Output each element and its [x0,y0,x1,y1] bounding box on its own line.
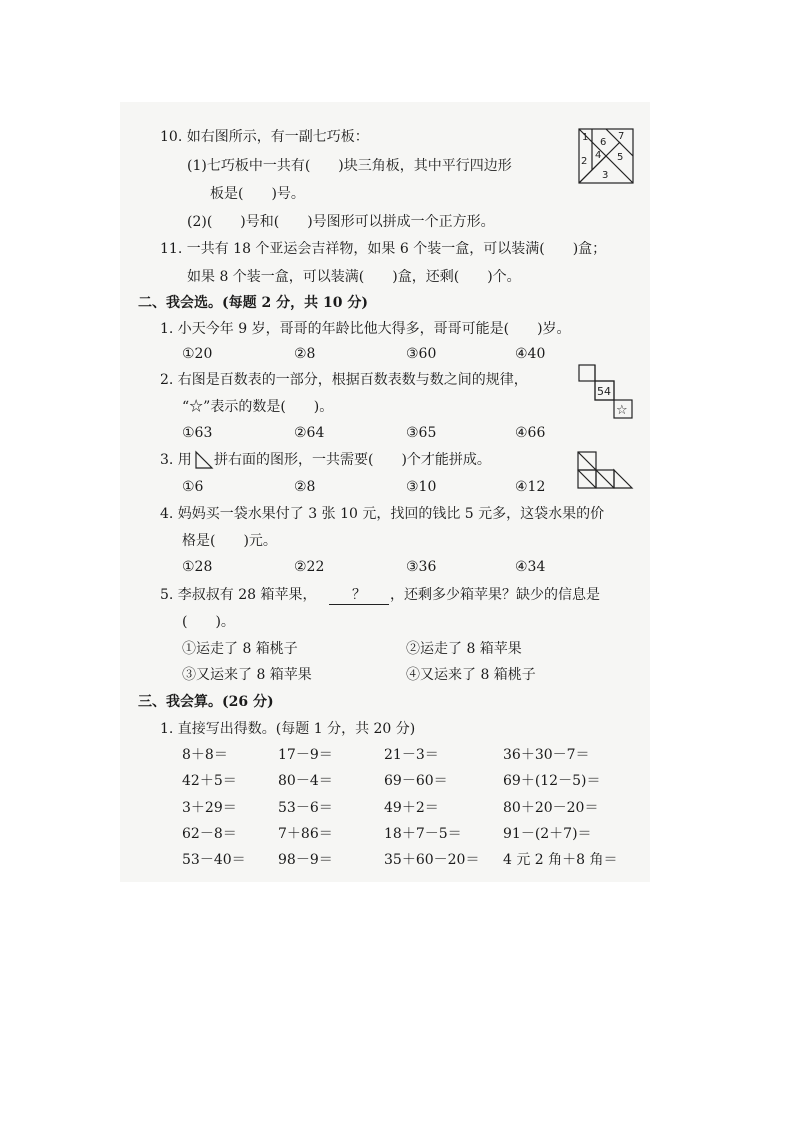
s2-q2-option-4: ④66 [515,425,546,441]
hundred-chart-fragment [576,364,634,422]
s2-q5-blank: ？ [329,586,389,605]
calc-r3-c4: 80＋20－20＝ [503,800,599,816]
calc-r3-c3: 49＋2＝ [384,800,439,816]
s2-q4-option-4: ④34 [515,559,546,575]
calc-r5-c4: 4 元 2 角＋8 角＝ [503,852,618,868]
s2-q3-text-before: 3. 用 [160,452,192,468]
q10-part1-line1: (1)七巧板中一共有( )块三角板，其中平行四边形 [187,158,512,174]
s2-q4-line1: 4. 妈妈买一袋水果付了 3 张 10 元，找回的钱比 5 元多，这袋水果的价 [160,506,605,522]
q11-line1: 11. 一共有 18 个亚运会吉祥物，如果 6 个装一盒，可以装满( )盒； [160,241,607,257]
calc-r2-c4: 69＋(12－5)＝ [503,773,601,789]
calc-r5-c1: 53－40＝ [182,852,246,868]
s2-q3-option-2: ②8 [294,479,316,495]
s2-q5-line1-before: 5. 李叔叔有 28 箱苹果， [160,587,317,603]
section2-heading: 二、我会选。(每题 2 分，共 10 分) [138,295,368,311]
s2-q1-option-3: ③60 [406,346,437,362]
s2-q4-option-1: ①28 [182,559,213,575]
calc-r4-c1: 62－8＝ [182,826,237,842]
tangram-label-6: 6 [600,137,607,148]
q11-line2: 如果 8 个装一盒，可以装满( )盒，还剩( )个。 [187,269,521,285]
triangle-piece-icon [194,450,214,470]
s2-q3-option-4: ④12 [515,479,546,495]
s2-q5-line2: ( )。 [182,614,235,630]
s2-q1-option-1: ①20 [182,346,213,362]
s2-q2-option-1: ①63 [182,425,213,441]
tangram-figure [578,128,634,184]
calc-r4-c2: 7＋86＝ [278,826,333,842]
calc-r4-c3: 18＋7－5＝ [384,826,462,842]
calc-r2-c3: 69－60＝ [384,773,448,789]
calc-r3-c1: 3＋29＝ [182,800,237,816]
s2-q2-line1: 2. 右图是百数表的一部分，根据百数表数与数之间的规律， [160,372,528,388]
section3-heading: 三、我会算。(26 分) [138,694,274,710]
calc-r2-c1: 42＋5＝ [182,773,237,789]
calc-r4-c4: 91－(2＋7)＝ [503,826,592,842]
q10-intro: 10. 如右图所示，有一副七巧板： [160,129,369,145]
s2-q2-line2: “☆”表示的数是( )。 [182,399,334,415]
s2-q4-option-2: ②22 [294,559,325,575]
s3-q1-title: 1. 直接写出得数。(每题 1 分，共 20 分) [160,721,416,737]
calc-r5-c2: 98－9＝ [278,852,333,868]
s2-q1-option-2: ②8 [294,346,316,362]
calc-r1-c2: 17－9＝ [278,747,333,763]
calc-r2-c2: 80－4＝ [278,773,333,789]
s2-q5-option-2: ②运走了 8 箱苹果 [406,641,522,657]
tangram-label-4: 4 [595,150,602,161]
tangram-label-2: 2 [581,156,588,167]
hundred-chart-number: 54 [597,385,611,398]
s2-q2-option-3: ③65 [406,425,437,441]
calc-r1-c1: 8＋8＝ [182,747,228,763]
q10-part2: (2)( )号和( )号图形可以拼成一个正方形。 [187,214,495,230]
s2-q5-line1-after: ，还剩多少箱苹果？缺少的信息是 [390,587,600,603]
q10-part1-line2: 板是( )号。 [210,186,305,202]
s2-q3-option-1: ①6 [182,479,204,495]
hundred-chart-star: ☆ [616,403,628,418]
s2-q4-option-3: ③36 [406,559,437,575]
s2-q3-option-3: ③10 [406,479,437,495]
s2-q5-option-3: ③又运来了 8 箱苹果 [182,667,312,683]
calc-r1-c4: 36＋30－7＝ [503,747,590,763]
s2-q5-option-1: ①运走了 8 箱桃子 [182,641,298,657]
s2-q5-option-4: ④又运来了 8 箱桃子 [406,667,536,683]
s2-q4-line2: 格是( )元。 [182,533,277,549]
calc-r3-c2: 53－6＝ [278,800,333,816]
calc-r5-c3: 35＋60－20＝ [384,852,480,868]
tangram-label-7: 7 [618,131,625,142]
s2-q2-option-2: ②64 [294,425,325,441]
tangram-label-5: 5 [617,152,624,163]
calc-r1-c3: 21－3＝ [384,747,439,763]
s2-q1-text: 1. 小天今年 9 岁，哥哥的年龄比他大得多，哥哥可能是( )岁。 [160,321,571,337]
tangram-label-1: 1 [582,132,589,143]
tangram-label-3: 3 [602,170,609,181]
s2-q3-text-after: 拼右面的图形，一共需要( )个才能拼成。 [214,452,491,468]
composite-triangle-figure [576,450,636,492]
s2-q1-option-4: ④40 [515,346,546,362]
